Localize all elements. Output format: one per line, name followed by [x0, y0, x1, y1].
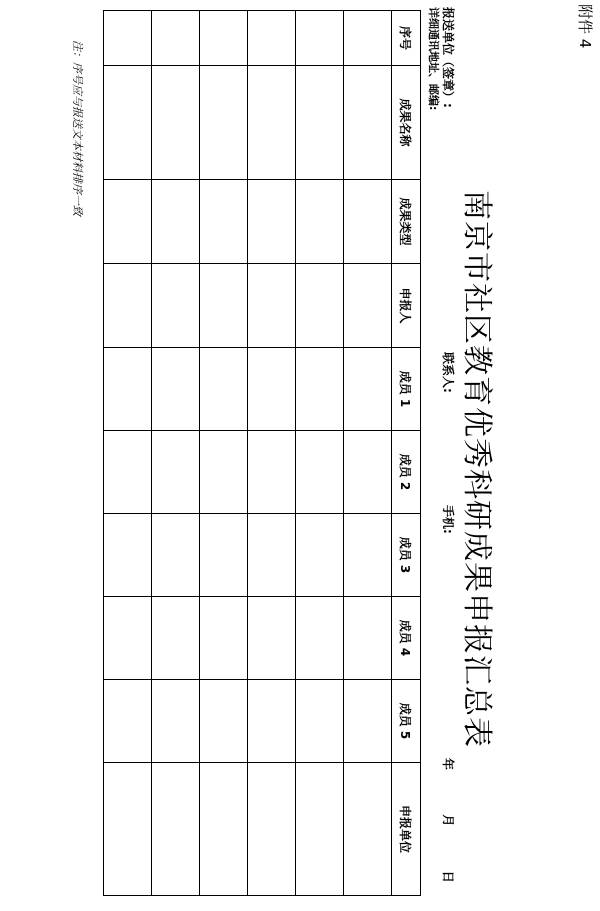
table-cell[interactable]: [296, 680, 344, 763]
date-month: 月: [441, 814, 455, 827]
table-cell[interactable]: [200, 264, 248, 348]
table-cell[interactable]: [248, 348, 296, 431]
table-cell[interactable]: [248, 431, 296, 514]
date-year: 年: [441, 758, 455, 771]
date-field: [440, 758, 457, 883]
table-cell[interactable]: [248, 763, 296, 896]
table-cell[interactable]: [104, 763, 152, 896]
table-cell[interactable]: [296, 431, 344, 514]
table-cell[interactable]: [104, 597, 152, 680]
address-label: 详细通讯地址、邮编:: [427, 7, 440, 111]
table-cell[interactable]: [344, 763, 392, 896]
table-row: [200, 11, 248, 896]
table-cell[interactable]: [296, 66, 344, 180]
table-cell[interactable]: [104, 348, 152, 431]
phone-label: 手机:: [441, 505, 455, 534]
table-header-row: [392, 11, 421, 896]
table-cell[interactable]: [248, 264, 296, 348]
table-cell[interactable]: [200, 348, 248, 431]
table-cell[interactable]: [104, 66, 152, 180]
col-header: 申报人: [392, 264, 421, 348]
table-cell[interactable]: [344, 66, 392, 180]
table-cell[interactable]: [104, 514, 152, 597]
summary-table: [103, 10, 421, 896]
table-cell[interactable]: [200, 680, 248, 763]
table-cell[interactable]: [248, 11, 296, 66]
table-cell[interactable]: [200, 514, 248, 597]
table-cell[interactable]: [152, 66, 200, 180]
table-row: [344, 11, 392, 896]
table-cell[interactable]: [296, 180, 344, 264]
submitting-unit-label: 报送单位（签章）:: [441, 7, 455, 108]
table-cell[interactable]: [152, 597, 200, 680]
document-title: 南京市社区教育优秀科研成果申报汇总表: [459, 190, 494, 748]
col-header: 成员 1: [392, 348, 421, 431]
table-cell[interactable]: [248, 66, 296, 180]
table-cell[interactable]: [152, 514, 200, 597]
footnote: 注：序号应与报送文本材料排序一致: [71, 40, 84, 216]
table-cell[interactable]: [296, 514, 344, 597]
table-cell[interactable]: [344, 348, 392, 431]
col-header: 成员 5: [392, 680, 421, 763]
table-cell[interactable]: [152, 680, 200, 763]
table-cell[interactable]: [152, 11, 200, 66]
col-header: 成员 4: [392, 597, 421, 680]
table-cell[interactable]: [344, 431, 392, 514]
table-cell[interactable]: [344, 180, 392, 264]
table-row: [296, 11, 344, 896]
table-cell[interactable]: [200, 180, 248, 264]
table-cell[interactable]: [296, 763, 344, 896]
col-header: 成员 2: [392, 431, 421, 514]
attachment-label: 附件 4: [576, 4, 594, 49]
contact-label: 联系人:: [441, 352, 455, 393]
col-header: 序号: [392, 11, 421, 66]
table-cell[interactable]: [104, 431, 152, 514]
table-cell[interactable]: [152, 431, 200, 514]
table-cell[interactable]: [104, 264, 152, 348]
table-cell[interactable]: [104, 680, 152, 763]
table-cell[interactable]: [344, 680, 392, 763]
table-cell[interactable]: [200, 11, 248, 66]
table-cell[interactable]: [152, 264, 200, 348]
col-header: 成果类型: [392, 180, 421, 264]
table-body: [104, 11, 392, 896]
table-cell[interactable]: [248, 680, 296, 763]
table-cell[interactable]: [296, 11, 344, 66]
table-cell[interactable]: [296, 264, 344, 348]
table-cell[interactable]: [200, 763, 248, 896]
table-cell[interactable]: [344, 11, 392, 66]
col-header: 成果名称: [392, 66, 421, 180]
table-cell[interactable]: [344, 264, 392, 348]
table-cell[interactable]: [248, 514, 296, 597]
table-row: [248, 11, 296, 896]
table-cell[interactable]: [104, 11, 152, 66]
table-cell[interactable]: [296, 348, 344, 431]
table-cell[interactable]: [200, 597, 248, 680]
table-row: [104, 11, 152, 896]
table-cell[interactable]: [344, 597, 392, 680]
col-header: 申报单位: [392, 763, 421, 896]
table-row: [152, 11, 200, 896]
table-cell[interactable]: [296, 597, 344, 680]
date-day: 日: [441, 870, 455, 883]
table-cell[interactable]: [152, 348, 200, 431]
table-cell[interactable]: [104, 180, 152, 264]
col-header: 成员 3: [392, 514, 421, 597]
table-cell[interactable]: [344, 514, 392, 597]
table-cell[interactable]: [152, 180, 200, 264]
table-cell[interactable]: [248, 180, 296, 264]
table-cell[interactable]: [200, 431, 248, 514]
table-cell[interactable]: [152, 763, 200, 896]
table-cell[interactable]: [248, 597, 296, 680]
table-cell[interactable]: [200, 66, 248, 180]
